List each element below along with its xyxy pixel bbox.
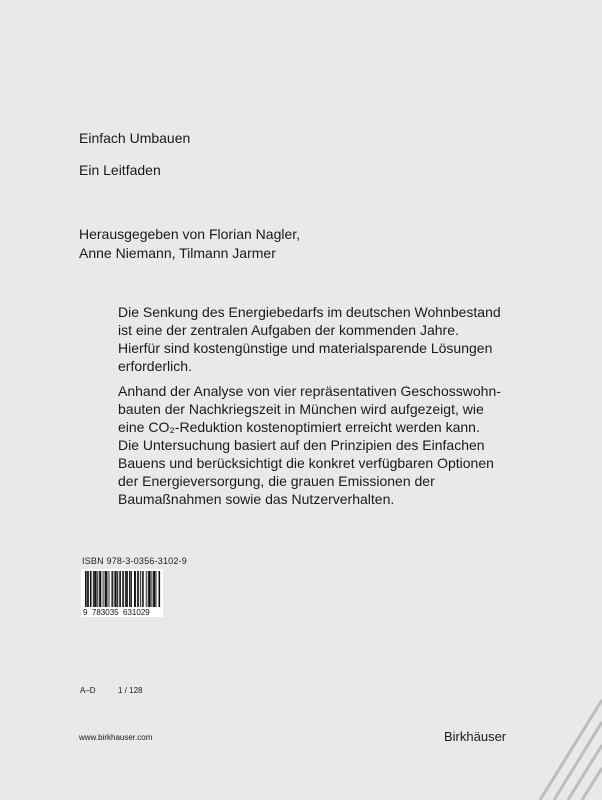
blurb-line: Hierfür sind kostengünstige und materialsparende Lösungen: [118, 340, 493, 356]
barcode-bar: [114, 571, 116, 607]
blurb-line: ist eine der zentralen Aufgaben der kommenden Jahre.: [118, 322, 459, 338]
book-subtitle: Ein Leitfaden: [79, 162, 161, 178]
barcode-bar: [109, 571, 110, 607]
barcode-bar: [123, 571, 124, 607]
blurb-line: Baumaßnahmen sowie das Nutzerverhalten.: [118, 491, 395, 507]
barcode-bar: [100, 571, 102, 607]
barcode-bar: [112, 571, 113, 607]
barcode-bar: [142, 571, 143, 607]
barcode-bar: [143, 571, 144, 607]
barcode-bar: [117, 571, 118, 607]
blurb-line: eine CO₂-Reduktion kostenoptimiert erreicht werden kann.: [118, 419, 480, 435]
editors-line: Anne Niemann, Tilmann Jarmer: [79, 245, 276, 261]
barcode-bar: [90, 571, 92, 607]
barcode-bar: [138, 571, 139, 607]
barcode-bar: [97, 571, 98, 607]
barcode-bar: [93, 571, 94, 607]
publisher-url: www.birkhauser.com: [79, 733, 153, 742]
barcode-bar: [146, 571, 147, 607]
barcode-bar: [107, 571, 108, 607]
barcode-bar: [125, 571, 126, 607]
blurb-line: der Energieversorgung, die grauen Emissionen der: [118, 473, 435, 489]
barcode-bar: [94, 571, 95, 607]
editors: [79, 225, 300, 263]
barcode-bar: [131, 571, 132, 607]
barcode-bar: [135, 571, 136, 607]
barcode-bar: [116, 571, 117, 607]
barcode-bar: [126, 571, 127, 607]
barcode-bar: [156, 571, 157, 607]
barcode: [81, 569, 163, 617]
blurb-paragraph-2: [118, 382, 538, 508]
barcode-bar: [149, 571, 151, 607]
barcode-bar: [148, 571, 149, 607]
barcode-bar: [122, 571, 123, 607]
blurb-line: Die Senkung des Energiebedarfs im deutschen Wohnbestand: [118, 304, 501, 320]
blurb-line: Bauens und berücksichtigt die konkret verfügbaren Optionen: [118, 455, 494, 471]
barcode-bar: [85, 571, 87, 607]
blurb-line: bauten der Nachkriegszeit in München wird aufgezeigt, wie: [118, 401, 484, 417]
page-count: 1 / 128: [118, 686, 143, 695]
region-code: A–D: [80, 686, 96, 695]
publisher-name: Birkhäuser: [444, 729, 507, 744]
barcode-bar: [140, 571, 141, 607]
barcode-bar: [88, 571, 89, 607]
isbn-label: ISBN 978-3-0356-3102-9: [82, 556, 187, 566]
editors-line: Herausgegeben von Florian Nagler,: [79, 226, 301, 242]
barcode-bar: [95, 571, 97, 607]
blurb-paragraph-1: [118, 303, 538, 375]
barcode-bar: [106, 571, 107, 607]
barcode-bar: [127, 571, 128, 607]
barcode-bar: [153, 571, 154, 607]
blurb-line: Die Untersuchung basiert auf den Prinzipien des Einfachen: [118, 437, 485, 453]
barcode-bar: [159, 571, 161, 607]
barcode-bar: [151, 571, 152, 607]
book-title: Einfach Umbauen: [79, 130, 191, 146]
barcode-bar: [129, 571, 131, 607]
barcode-bar: [87, 571, 88, 607]
barcode-bar: [154, 571, 156, 607]
barcode-bar: [119, 571, 121, 607]
blurb-line: erforderlich.: [118, 358, 192, 374]
barcode-bar: [111, 571, 112, 607]
barcode-digits: 9 783035 631029: [83, 608, 150, 617]
blurb-line: Anhand der Analyse von vier repräsentativen Geschosswohn-: [118, 383, 501, 399]
barcode-bar: [103, 571, 104, 607]
corner-stripes: [532, 690, 602, 800]
barcode-bar: [137, 571, 138, 607]
barcode-bar: [99, 571, 100, 607]
